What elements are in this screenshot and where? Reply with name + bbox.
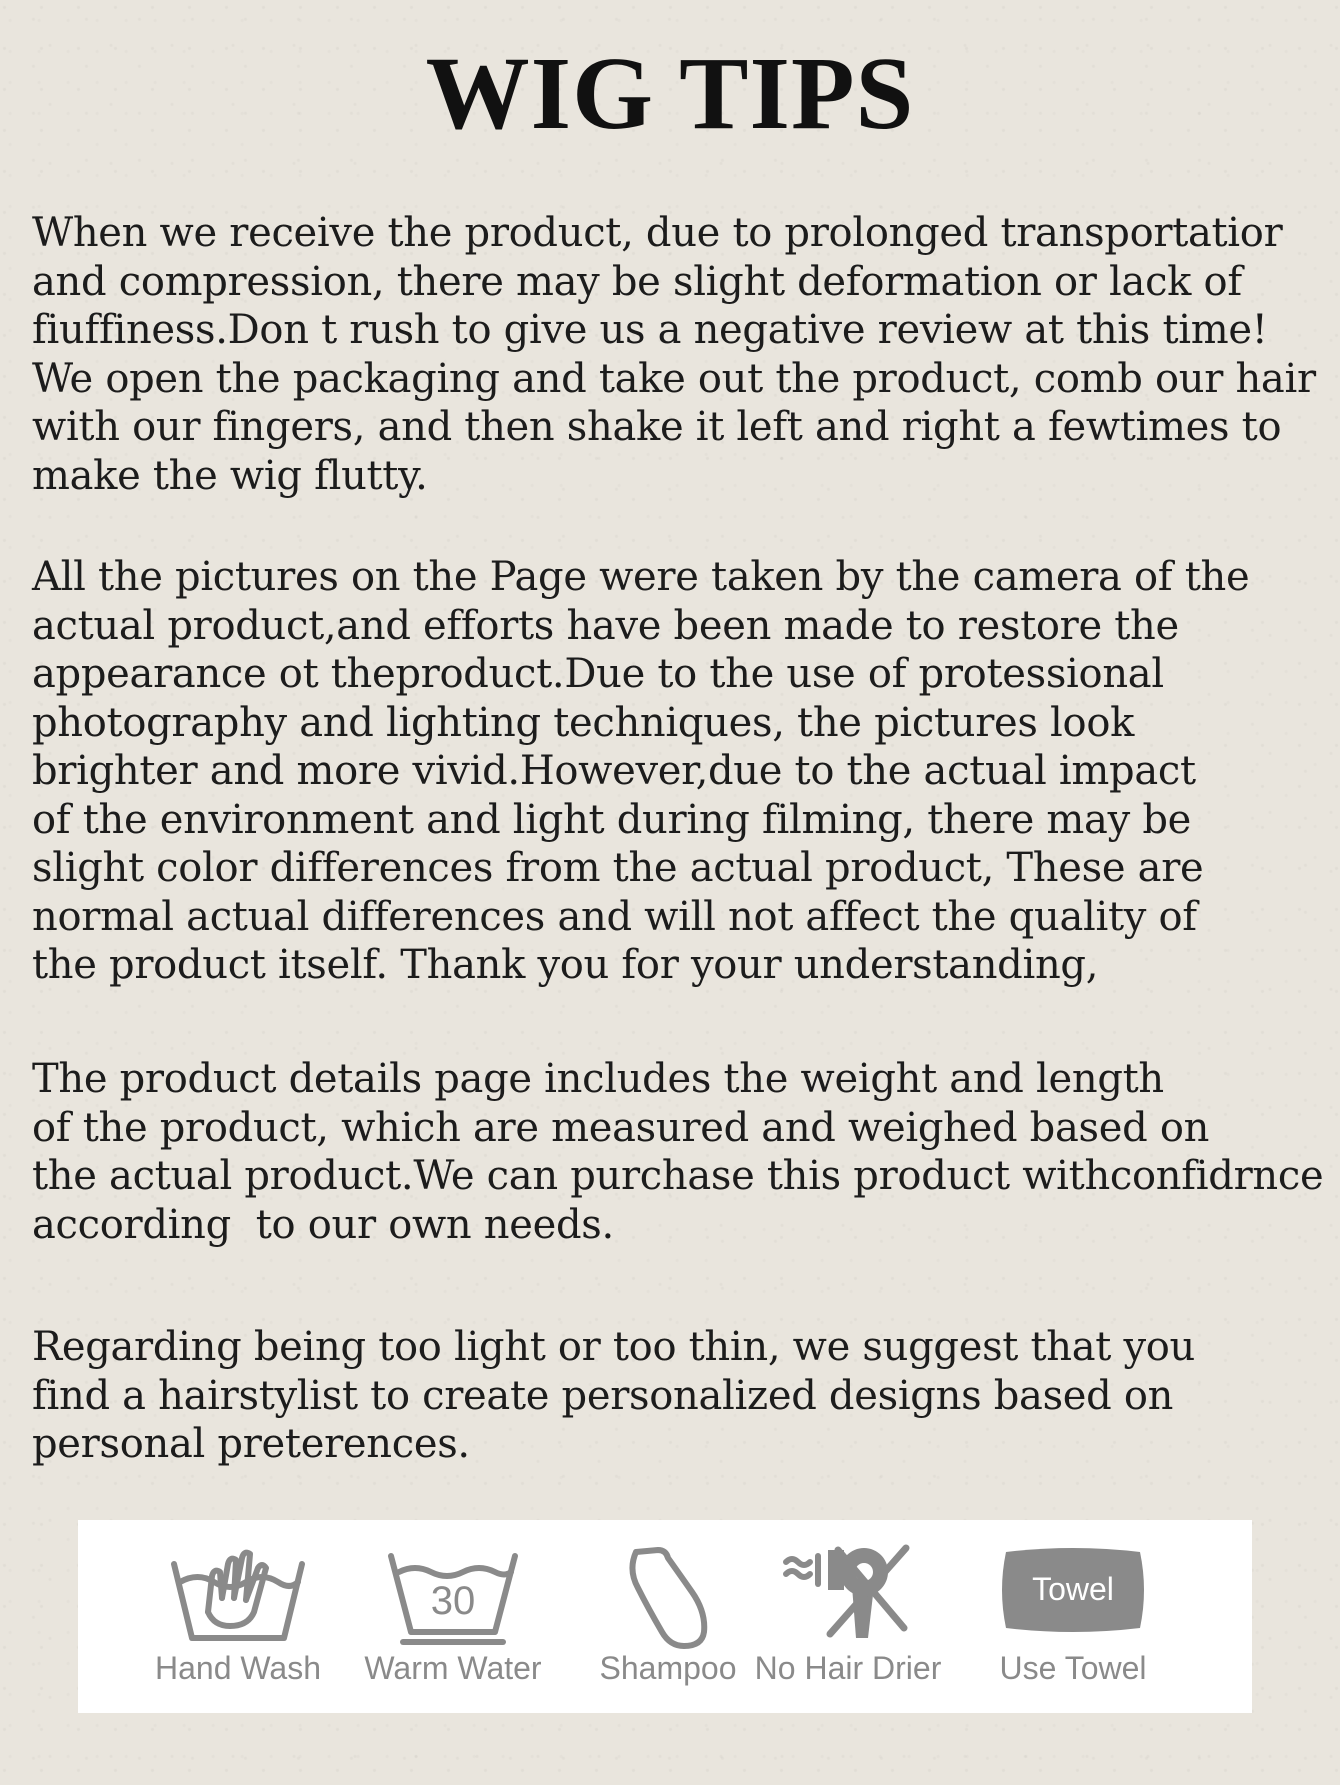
warm-water-icon [383, 1542, 523, 1646]
no-hair-drier-icon [778, 1542, 918, 1646]
paragraph-pictures: All the pictures on the Page were taken by the camera of the actual product,and efforts have been made to restore the appearance ot theproduct.Due to the use of protessional photography and lighting techniques, the pictures look brighter and more vivid.However,due to the actual impact of the environment and light during filming, there may be slight color differences from the actual product, These are normal actual differences and will not affect the quality of the product itself. Thank you for your understanding, [32, 554, 1250, 988]
paragraph-details: The product details page includes the weight and length of the product, which are measured and weighed based on the actual product.We can purchase this product withconfidrnce according to our own needs. [32, 1056, 1324, 1248]
care-item-shampoo [578, 1520, 758, 1713]
hand-wash-label: Hand Wash [155, 1650, 321, 1686]
care-instructions-panel [78, 1520, 1252, 1713]
care-item-hand-wash [138, 1520, 338, 1713]
warm-water-label: Warm Water [364, 1650, 542, 1686]
page-title: WIG TIPS [425, 36, 915, 151]
shampoo-label: Shampoo [599, 1650, 737, 1686]
towel-icon [998, 1542, 1148, 1638]
paragraph-transport: When we receive the product, due to prolonged transportatior and compression, there may be slight deformation or lack of fiuffiness.Don t rush to give us a negative review at this time! We open the packaging and take out the product, comb our hair with our fingers, and then shake it left and right a fewtimes to make the wig flutty. [32, 210, 1316, 499]
care-item-use-towel [978, 1520, 1168, 1713]
shampoo-bottle-icon [618, 1542, 718, 1650]
towel-text: Towel [1032, 1571, 1114, 1607]
care-item-no-hair-drier [748, 1520, 948, 1713]
hand-wash-icon [168, 1542, 308, 1646]
care-item-warm-water [348, 1520, 558, 1713]
paragraph-hairstylist: Regarding being too light or too thin, we suggest that you find a hairstylist to create personalized designs based on personal preterences. [32, 1324, 1196, 1467]
use-towel-label: Use Towel [999, 1650, 1147, 1686]
temperature-text: 30 [430, 1579, 476, 1623]
no-hair-drier-label: No Hair Drier [754, 1650, 942, 1686]
